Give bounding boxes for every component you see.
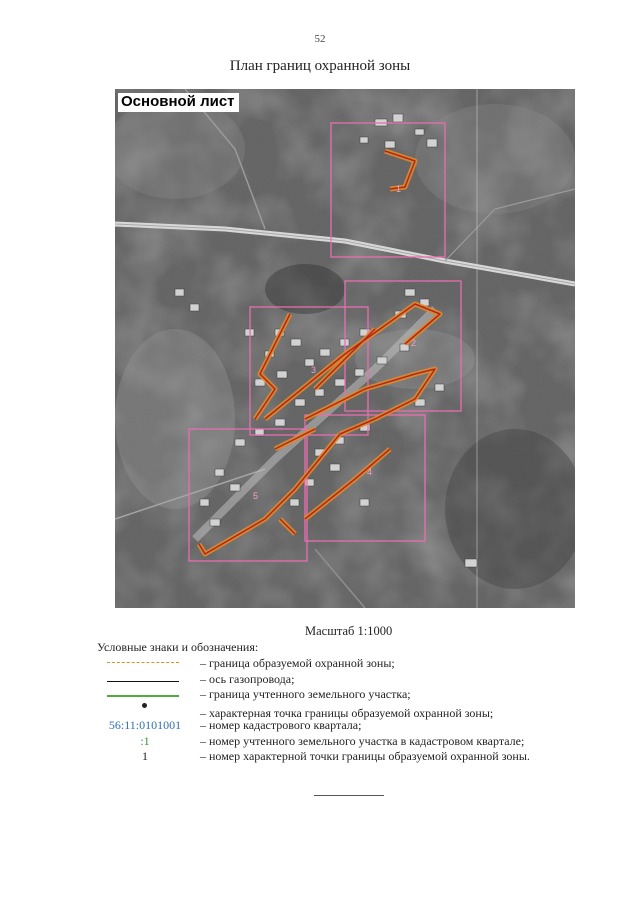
legend-title: Условные знаки и обозначения: (97, 640, 259, 654)
plot-label: 2 (411, 338, 417, 348)
terrain-patch (115, 329, 235, 509)
protection-zone-symbol (97, 656, 197, 671)
plot-number-symbol: :1 (140, 733, 150, 748)
satellite-map (115, 89, 575, 608)
legend-item (97, 656, 577, 672)
legend-item (97, 672, 577, 688)
characteristic-point-symbol (97, 703, 197, 718)
legend-item-label: – ось газопровода; (200, 671, 295, 686)
page-number: 52 (314, 33, 326, 45)
plot-label: 1 (396, 184, 402, 194)
legend-item (97, 703, 577, 719)
legend-item-label: – характерная точка границы образуемой охранной зоны; (200, 705, 494, 720)
plot-label: 3 (311, 365, 317, 375)
pipeline-axis-symbol (97, 672, 197, 687)
map-drawing (115, 89, 575, 608)
point-number-symbol: 1 (142, 749, 148, 763)
legend-item-label: – граница образуемой охранной зоны; (200, 656, 395, 670)
sheet-label: Основной лист (118, 93, 239, 112)
terrain-patch (415, 104, 575, 214)
signature-line (314, 795, 384, 796)
registered-plot-symbol (97, 687, 197, 702)
legend-item-label: – номер характерной точки границы образуемой охранной зоны. (200, 749, 530, 763)
legend (97, 656, 577, 765)
plot-label: 5 (253, 491, 259, 501)
page-title: План границ охранной зоны (229, 58, 411, 74)
map-scale: Масштаб 1:1000 (305, 624, 393, 638)
legend-item (97, 734, 577, 750)
legend-item-label: – номер кадастрового квартала; (200, 718, 362, 732)
cadastral-quarter-symbol: 56:11:0101001 (108, 718, 182, 732)
legend-item-label: – граница учтенного земельного участка; (200, 687, 411, 701)
legend-item (97, 718, 577, 734)
legend-item-label: – номер учтенного земельного участка в кадастровом квартале; (200, 733, 525, 748)
plot-label: 4 (367, 467, 373, 477)
legend-item (97, 687, 577, 703)
legend-item (97, 749, 577, 765)
